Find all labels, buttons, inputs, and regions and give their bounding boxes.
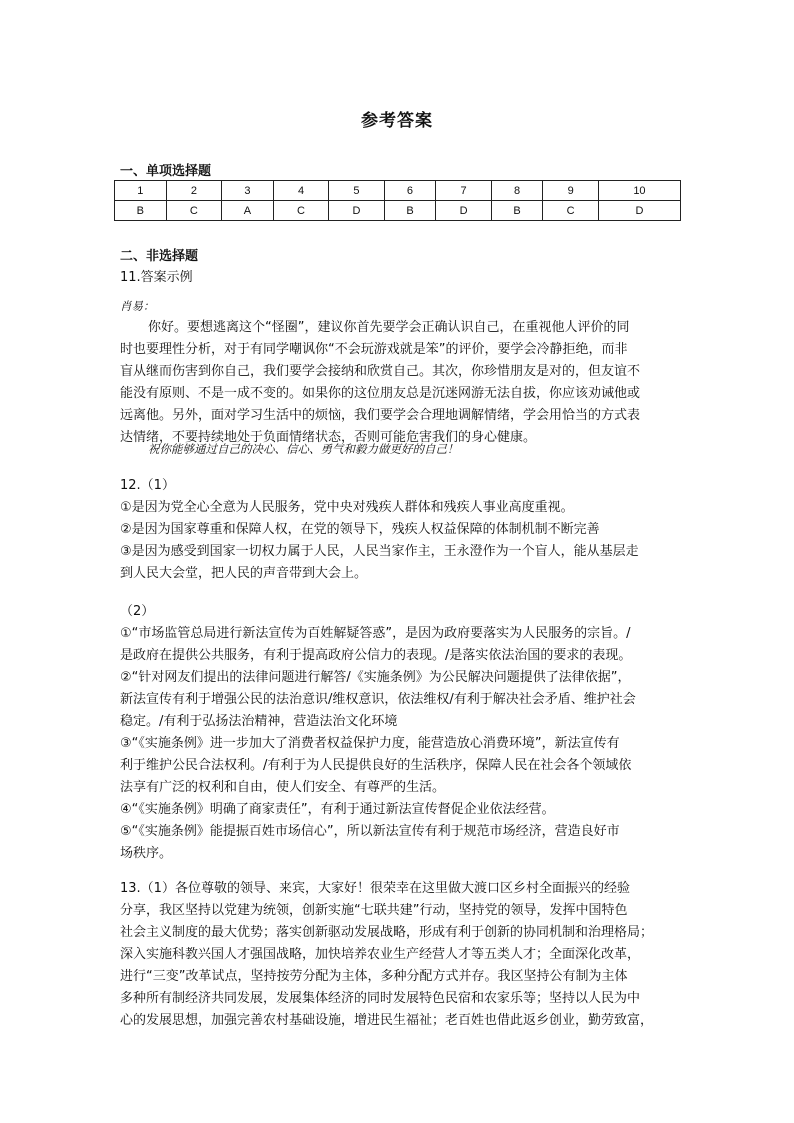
q13-line: 分享，我区坚持以党建为统领，创新实施“七联共建”行动，坚持党的领导，发挥中国特色 xyxy=(120,903,628,918)
table-cell-number: 7 xyxy=(436,181,491,201)
table-cell-answer: A xyxy=(222,201,274,221)
q12-part2-line: 稳定。/有利于弘扬法治精神，营造法治文化环境 xyxy=(120,714,398,729)
q12-part2-line: ④“《实施条例》明确了商家责任”，有利于通过新法宣传督促企业依法经营。 xyxy=(120,802,555,817)
q12-part2-line: 新法宣传有利于增强公民的法治意识/维权意识，依法维权/有利于解决社会矛盾、维护社会 xyxy=(120,692,636,707)
q11-line: 你好。要想逃离这个“怪圈”，建议你首先要学会正确认识自己，在重视他人评价的同 xyxy=(148,320,630,335)
table-cell-answer: B xyxy=(115,201,167,221)
table-cell-number: 4 xyxy=(273,181,328,201)
q12-part1-header: 12.（1） xyxy=(120,478,175,493)
q12-part2-header: （2） xyxy=(120,604,155,619)
q12-part2-line: 场秩序。 xyxy=(120,846,173,861)
q12-part2-line: 是政府在提供公共服务，有利于提高政府公信力的表现。/是落实依法治国的要求的表现。 xyxy=(120,648,632,663)
section-heading-non-choice: 二、非选择题 xyxy=(120,249,199,264)
q12-part2-line: ①“市场监管总局进行新法宣传为百姓解疑答惑”，是因为政府要落实为人民服务的宗旨。/ xyxy=(120,626,631,641)
q13-line: 社会主义制度的最大优势；落实创新驱动发展战略，形成有利于创新的协同机制和治理格局； xyxy=(120,925,654,940)
table-row-numbers xyxy=(115,181,681,201)
q12-part1-line: ①是因为党全心全意为人民服务，党中央对残疾人群体和残疾人事业高度重视。 xyxy=(120,500,574,515)
table-cell-number: 10 xyxy=(598,181,680,201)
answer-table xyxy=(114,180,681,221)
q12-part2-line: ⑤“《实施条例》能提振百姓市场信心”，所以新法宣传有利于规范市场经济，营造良好市 xyxy=(120,824,620,839)
table-cell-answer: C xyxy=(543,201,598,221)
table-cell-number: 2 xyxy=(166,181,221,201)
q11-line: 盲从继而伤害到你自己，我们要学会接纳和欣赏自己。其次，你珍惜朋友是对的，但友谊不 xyxy=(120,364,641,379)
q11-line: 远离他。另外，面对学习生活中的烦恼，我们要学会合理地调解情绪，学会用恰当的方式表 xyxy=(120,408,641,423)
q11-header: 11.答案示例 xyxy=(120,270,193,285)
table-cell-number: 5 xyxy=(329,181,384,201)
q13-line: 多种所有制经济共同发展，发展集体经济的同时发展特色民宿和农家乐等；坚持以人民为中 xyxy=(120,991,641,1006)
q12-part1-line: 到人民大会堂，把人民的声音带到大会上。 xyxy=(120,566,368,581)
q12-part2-line: ③“《实施条例》进一步加大了消费者权益保护力度，能营造放心消费环境”，新法宣传有 xyxy=(120,736,620,751)
q12-part1-line: ②是因为国家尊重和保障人权，在党的领导下，残疾人权益保障的体制机制不断完善 xyxy=(120,522,600,537)
q12-part1-line: ③是因为感受到国家一切权力属于人民，人民当家作主，王永澄作为一个盲人，能从基层走 xyxy=(120,544,639,559)
section-heading-single-choice: 一、单项选择题 xyxy=(120,164,212,179)
table-cell-number: 6 xyxy=(384,181,436,201)
q11-salutation: 肖易： xyxy=(120,299,155,313)
table-cell-number: 9 xyxy=(543,181,598,201)
table-cell-answer: D xyxy=(329,201,384,221)
q11-line: 能没有原则、不是一成不变的。如果你的这位朋友总是沉迷网游无法自拔，你应该劝诫他或 xyxy=(120,386,641,401)
table-row-answers xyxy=(115,201,681,221)
table-cell-answer: C xyxy=(166,201,221,221)
q12-part2-line: 利于维护公民合法权利。/有利于为人民提供良好的生活秩序，保障人民在社会各个领域依 xyxy=(120,758,632,773)
q11-line: 达情绪，不要持续地处于负面情绪状态，否则可能危害我们的身心健康。 xyxy=(120,430,537,445)
table-cell-number: 1 xyxy=(115,181,167,201)
page-title: 参考答案 xyxy=(361,111,433,131)
q11-line: 时也要理性分析，对于有同学嘲讽你“不会玩游戏就是笨”的评价，要学会冷静拒绝，而非 xyxy=(120,342,628,357)
q13-line: 13.（1）各位尊敬的领导、来宾，大家好！很荣幸在这里做大渡口区乡村全面振兴的经验 xyxy=(120,881,630,896)
q12-part2-line: 法享有广泛的权利和自由，使人们安全、有尊严的生活。 xyxy=(120,780,446,795)
q13-line: 心的发展思想，加强完善农村基础设施，增进民生福祉；老百姓也借此返乡创业，勤劳致富， xyxy=(120,1013,654,1028)
q13-line: 深入实施科教兴国人才强国战略，加快培养农业生产经营人才等五类人才；全面深化改革， xyxy=(120,947,641,962)
table-cell-number: 3 xyxy=(222,181,274,201)
table-cell-answer: B xyxy=(491,201,543,221)
q11-closing: 祝你能够通过自己的决心、信心、勇气和毅力做更好的自己！ xyxy=(148,442,459,456)
table-cell-answer: C xyxy=(273,201,328,221)
table-cell-answer: D xyxy=(436,201,491,221)
q12-part2-line: ②“针对网友们提出的法律问题进行解答/《实施条例》为公民解决问题提供了法律依据”， xyxy=(120,670,631,685)
q13-line: 进行“三变”改革试点，坚持按劳分配为主体，多种分配方式并存。我区坚持公有制为主体 xyxy=(120,969,628,984)
table-cell-answer: D xyxy=(598,201,680,221)
table-cell-answer: B xyxy=(384,201,436,221)
table-cell-number: 8 xyxy=(491,181,543,201)
